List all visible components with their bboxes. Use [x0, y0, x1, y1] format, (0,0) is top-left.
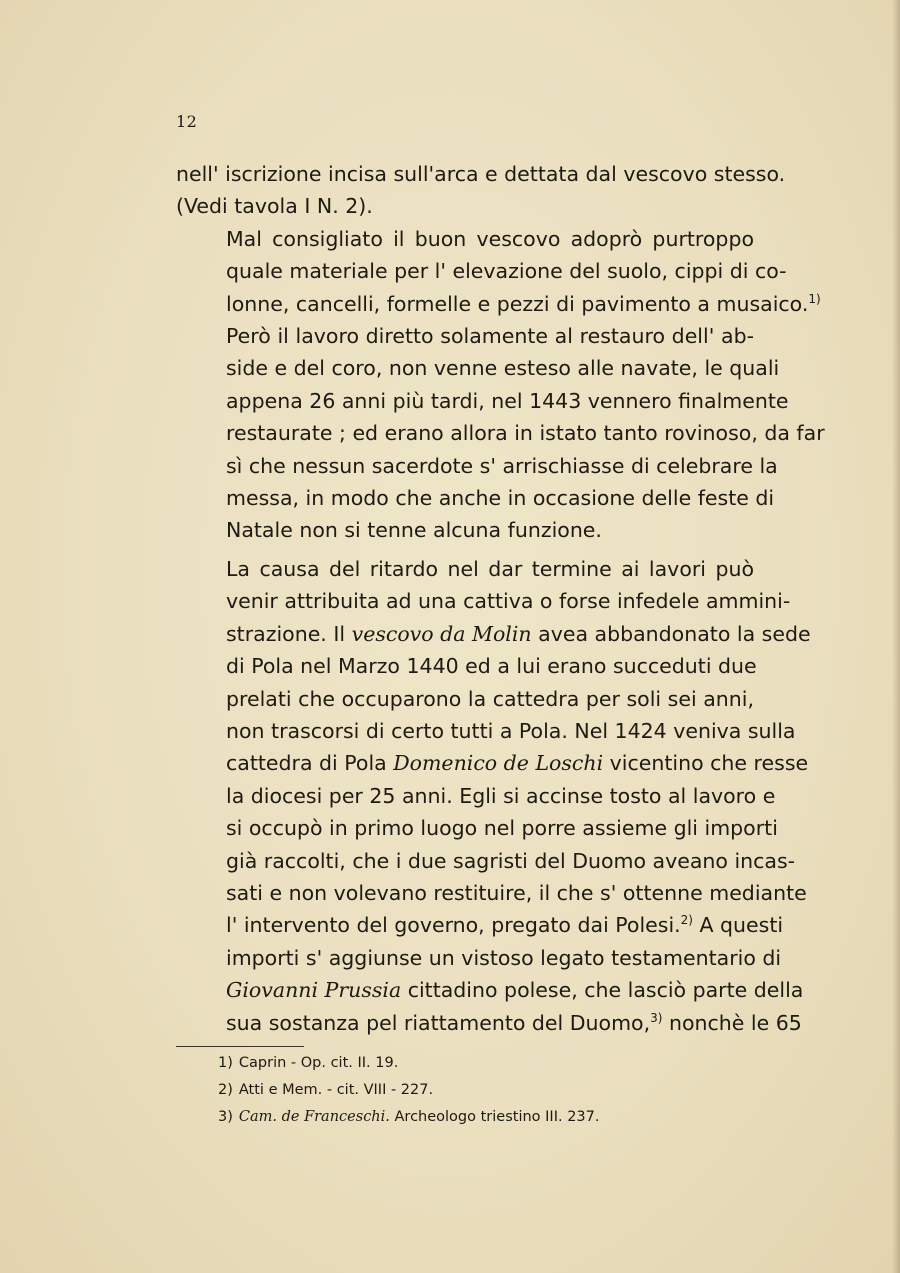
text-line: side e del coro, non venne esteso alle navate, le quali [226, 356, 780, 381]
text-line: Natale non si tenne alcuna funzione. [226, 518, 602, 543]
text-line: sì che nessun sacerdote s' arrischiasse di celebrare la [226, 453, 778, 478]
footnote-text: Atti e Mem. - cit. VIII - 227. [238, 1082, 434, 1098]
text-line [176, 618, 811, 650]
body-text [176, 158, 825, 1039]
text-line: nell' iscrizione incisa sull'arca e dettata dal vescovo stesso. [176, 162, 786, 186]
italic-name: vescovo da Molin [351, 621, 532, 646]
text-line [176, 288, 821, 320]
text-line [176, 747, 809, 779]
text-line: (Vedi tavola I N. 2). [176, 194, 373, 219]
text-line: importi s' aggiunse un vistoso legato testamentario di [226, 945, 782, 970]
text-line: appena 26 anni più tardi, nel 1443 vennero finalmente [226, 388, 789, 413]
footnote-reference: 1) [808, 291, 821, 306]
text-line [176, 909, 784, 941]
footnote-mark: 2) [218, 1082, 233, 1098]
text-segment: avea abbandonato la sede [531, 621, 811, 646]
footnote-reference: 3) [650, 1010, 663, 1025]
text-line: venir attribuita ad una cattiva o forse infedele ammini- [226, 589, 791, 614]
text-segment: strazione. Il [226, 621, 352, 646]
paragraph-3 [176, 320, 825, 547]
text-line: restaurate ; ed erano allora in istato tanto rovinoso, da far [226, 421, 825, 446]
text-line: La causa del ritardo nel dar termine ai lavori può [226, 556, 754, 581]
text-segment: A questi [692, 913, 784, 938]
text-line: quale materiale per l' elevazione del suolo, cippi di co- [226, 259, 787, 284]
paragraph-2 [176, 223, 821, 320]
italic-name: Domenico de Loschi [393, 751, 604, 776]
footnote-mark: 3) [218, 1109, 233, 1125]
text-line: prelati che occuparono la cattedra per soli sei anni, [226, 686, 754, 711]
text-line: Mal consigliato il buon vescovo adoprò purtroppo [226, 226, 754, 251]
page-edge-shadow [892, 0, 900, 1273]
paragraph-4 [176, 553, 811, 1039]
footnote-mark: 1) [218, 1055, 233, 1071]
footnote-2 [218, 1077, 599, 1104]
text-line [176, 974, 804, 1006]
text-segment: nonchè le 65 [662, 1010, 802, 1035]
text-line: sati e non volevano restituire, il che s' ottenne mediante [226, 880, 807, 905]
footnotes [218, 1050, 599, 1131]
text-segment: vicentino che resse [603, 751, 809, 776]
page-number: 12 [176, 112, 198, 131]
footnote-text: Archeologo triestino III. 237. [389, 1109, 600, 1125]
paragraph-1 [176, 158, 786, 223]
text-segment: cittadino polese, che lasciò parte della [401, 978, 804, 1003]
italic-name: Giovanni Prussia [226, 978, 402, 1003]
text-line: di Pola nel Marzo 1440 ed a lui erano succeduti due [226, 654, 757, 679]
text-line: già raccolti, che i due sagristi del Duomo aveano incas- [226, 848, 796, 873]
text-line: la diocesi per 25 anni. Egli si accinse tosto al lavoro e [226, 783, 776, 808]
footnote-author: Cam. de Franceschi. [238, 1109, 390, 1125]
text-line: messa, in modo che anche in occasione delle feste di [226, 486, 775, 511]
footnote-3 [218, 1104, 599, 1131]
text-segment: l' intervento del governo, pregato dai Polesi. [226, 913, 681, 938]
text-line [176, 1007, 802, 1039]
text-line: non trascorsi di certo tutti a Pola. Nel 1424 veniva sulla [226, 718, 796, 743]
text-segment: cattedra di Pola [226, 751, 394, 776]
footnote-reference: 2) [680, 913, 693, 928]
text-segment: lonne, cancelli, formelle e pezzi di pavimento a musaico. [226, 291, 809, 316]
text-line: si occupò in primo luogo nel porre assieme gli importi [226, 816, 778, 841]
text-segment: sua sostanza pel riattamento del Duomo, [226, 1010, 651, 1035]
footnote-text: Caprin - Op. cit. II. 19. [238, 1055, 399, 1071]
text-line: Però il lavoro diretto solamente al restauro dell' ab- [226, 324, 754, 349]
footnote-divider [176, 1046, 304, 1047]
footnote-1 [218, 1050, 599, 1077]
